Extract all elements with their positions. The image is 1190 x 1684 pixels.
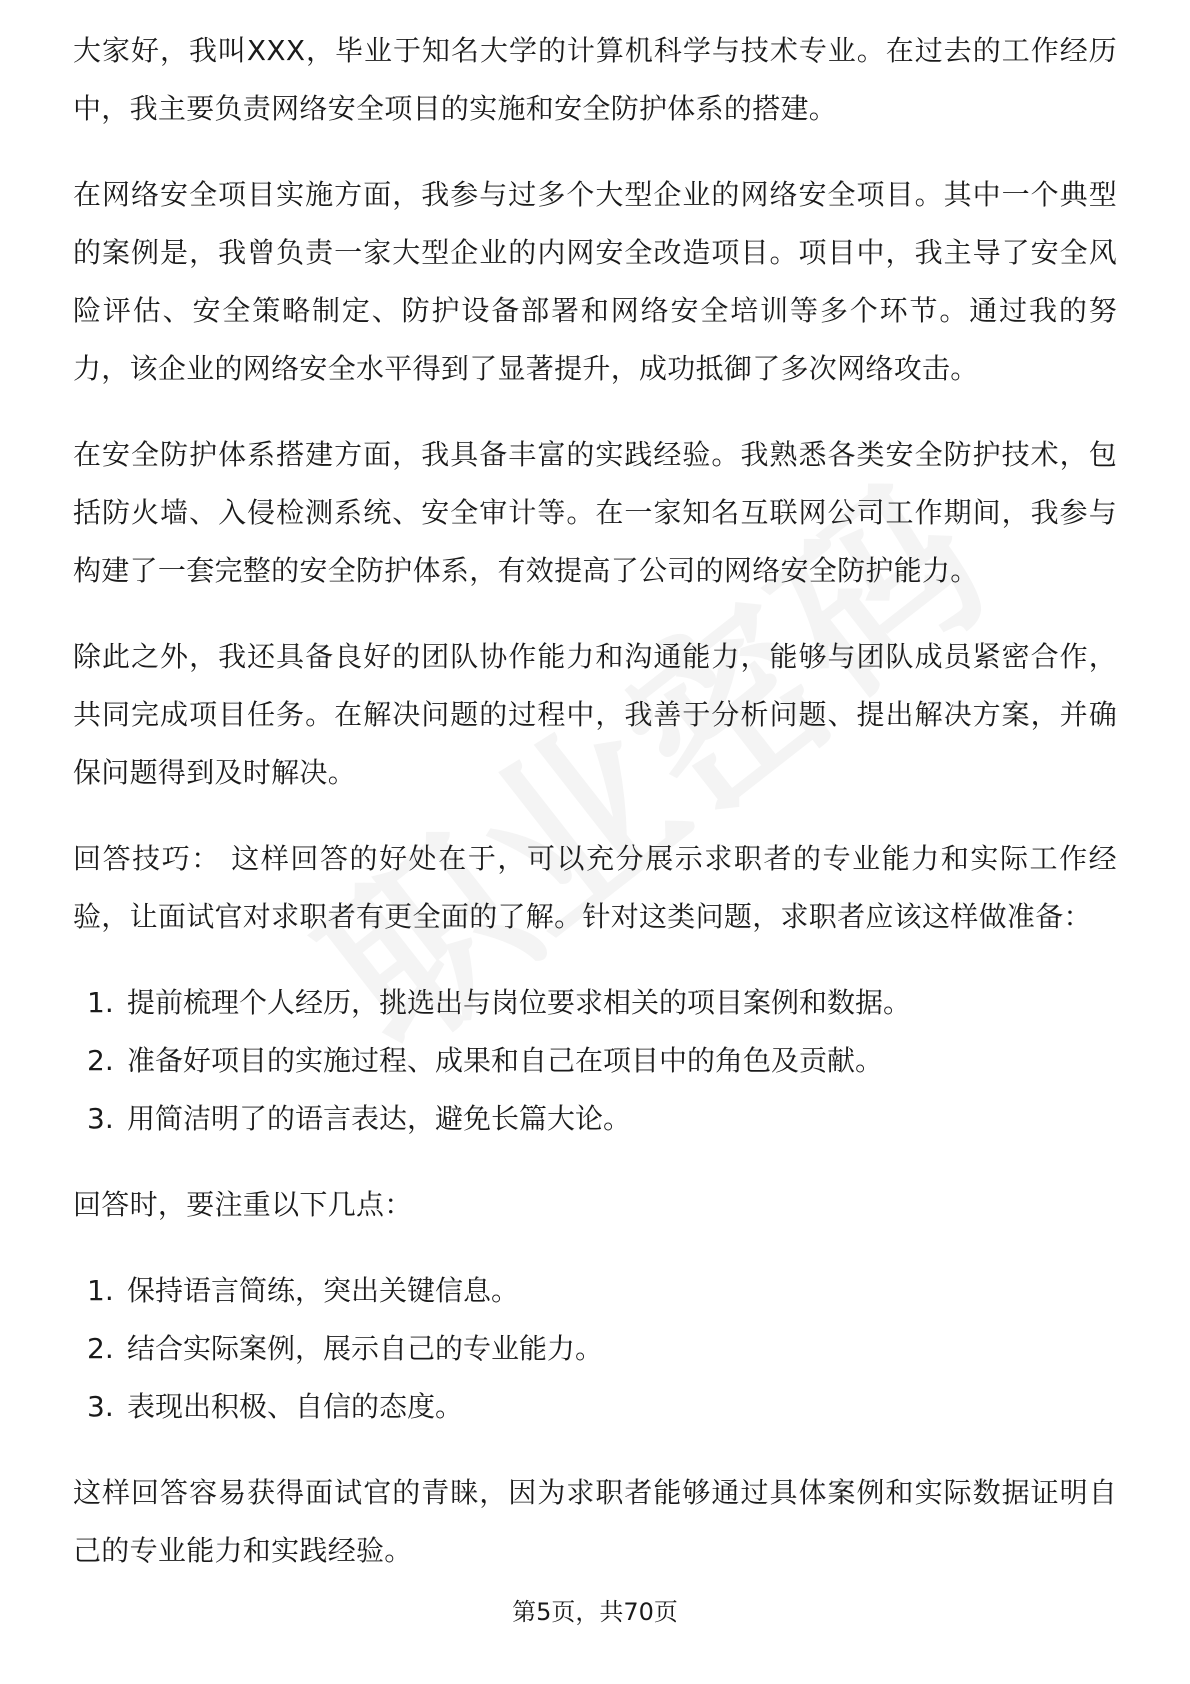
paragraph-teamwork: 除此之外，我还具备良好的团队协作能力和沟通能力，能够与团队成员紧密合作，共同完成项目任务。在解决问题的过程中，我善于分析问题、提出解决方案，并确保问题得到及时解决。 bbox=[73, 640, 1117, 789]
paragraph-security-system: 在安全防护体系搭建方面，我具备丰富的实践经验。我熟悉各类安全防护技术，包括防火墙、入侵检测系统、安全审计等。在一家知名互联网公司工作期间，我参与构建了一套完整的安全防护体系，有效提高了公司的网络安全防护能力。 bbox=[73, 438, 1117, 587]
list-item bbox=[73, 1320, 1117, 1378]
paragraph-intro: 大家好，我叫XXX，毕业于知名大学的计算机科学与技术专业。在过去的工作经历中，我主要负责网络安全项目的实施和安全防护体系的搭建。 bbox=[73, 34, 1117, 125]
list-item-text: 提前梳理个人经历，挑选出与岗位要求相关的项目案例和数据。 bbox=[127, 986, 912, 1019]
list-item bbox=[73, 1378, 1117, 1436]
document-body bbox=[73, 26, 1117, 1608]
list-number: 1. bbox=[87, 986, 114, 1019]
paragraph-answer-points: 回答时，要注重以下几点： bbox=[73, 1188, 413, 1221]
list-number: 3. bbox=[87, 1102, 114, 1135]
page-number-footer: 第5页，共70页 bbox=[512, 1598, 678, 1626]
list-item-text: 准备好项目的实施过程、成果和自己在项目中的角色及贡献。 bbox=[127, 1044, 884, 1077]
list-item-text: 用简洁明了的语言表达，避免长篇大论。 bbox=[127, 1102, 632, 1135]
list-item-text: 保持语言简练，突出关键信息。 bbox=[127, 1274, 520, 1307]
paragraph-answer-tips: 回答技巧： 这样回答的好处在于，可以充分展示求职者的专业能力和实际工作经验，让面试官对求职者有更全面的了解。针对这类问题，求职者应该这样做准备： bbox=[73, 842, 1117, 933]
answer-points-list bbox=[73, 1262, 1117, 1436]
paragraph-conclusion: 这样回答容易获得面试官的青睐，因为求职者能够通过具体案例和实际数据证明自己的专业能力和实践经验。 bbox=[73, 1476, 1117, 1567]
list-item bbox=[73, 974, 1117, 1032]
preparation-list bbox=[73, 974, 1117, 1148]
list-number: 1. bbox=[87, 1274, 114, 1307]
list-item bbox=[73, 1262, 1117, 1320]
list-item-text: 表现出积极、自信的态度。 bbox=[127, 1390, 464, 1423]
list-number: 2. bbox=[87, 1332, 114, 1365]
list-item bbox=[73, 1032, 1117, 1090]
list-number: 3. bbox=[87, 1390, 114, 1423]
paragraph-project-implementation: 在网络安全项目实施方面，我参与过多个大型企业的网络安全项目。其中一个典型的案例是，我曾负责一家大型企业的内网安全改造项目。项目中，我主导了安全风险评估、安全策略制定、防护设备部署和网络安全培训等多个环节。通过我的努力，该企业的网络安全水平得到了显著提升，成功抵御了多次网络攻击。 bbox=[73, 178, 1117, 385]
list-item bbox=[73, 1090, 1117, 1148]
list-number: 2. bbox=[87, 1044, 114, 1077]
list-item-text: 结合实际案例，展示自己的专业能力。 bbox=[127, 1332, 604, 1365]
